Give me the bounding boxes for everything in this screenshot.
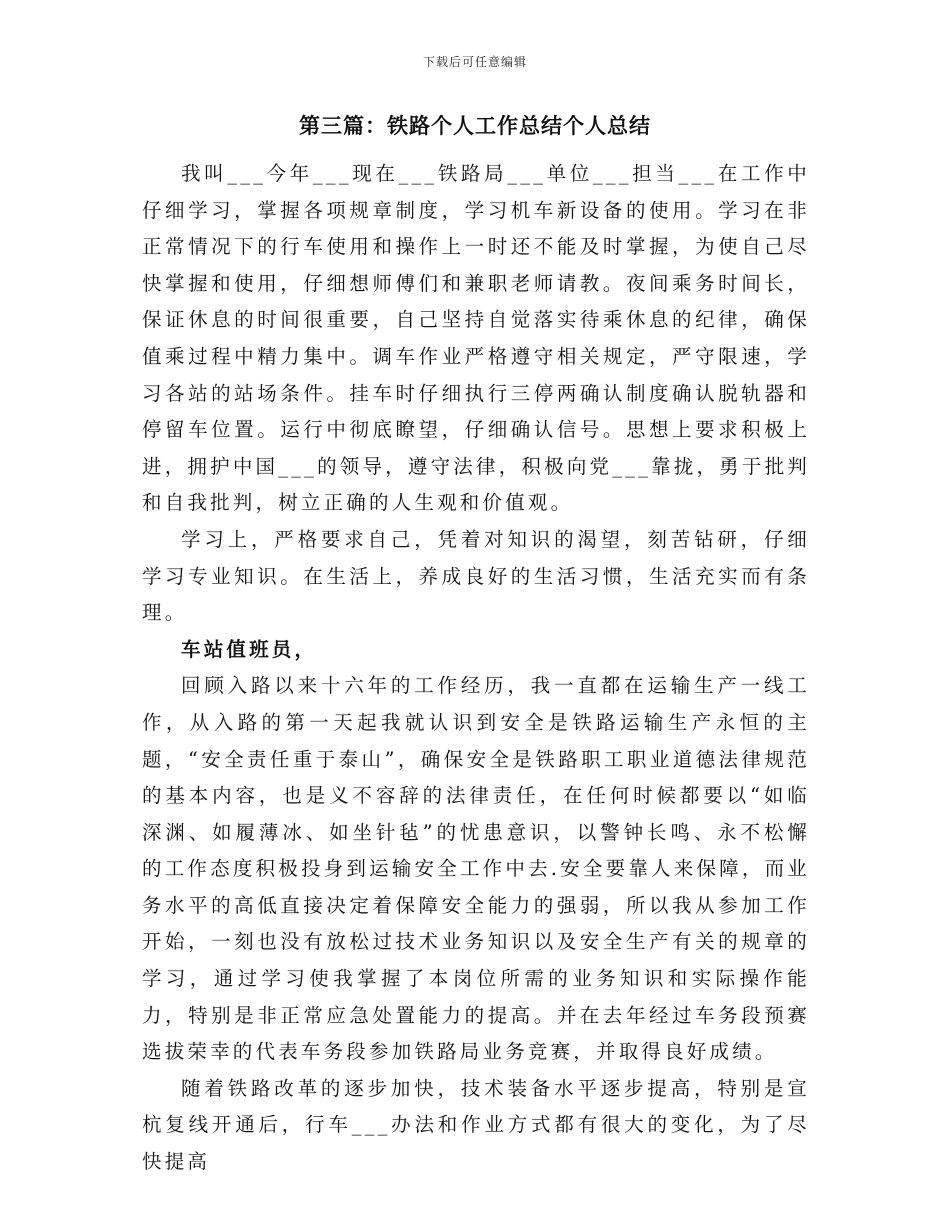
section-heading: 车站值班员， xyxy=(181,637,318,661)
document-title: 第三篇：铁路个人工作总结个人总结 xyxy=(299,113,651,138)
paragraph-reform: 随着铁路改革的逐步加快，技术装备水平逐步提高，特别是宣杭复线开通后，行车___办法和作业方式都有很大的变化，为了尽快提高 xyxy=(142,1076,810,1174)
paragraph-intro: 我叫___今年___现在___铁路局___单位___担当___在工作中仔细学习，掌握各项规章制度，学习机车新设备的使用。学习在非正常情况下的行车使用和操作上一时还不能及时掌握，为使自己尽快掌握和使用，仔细想师傅们和兼职老师请教。夜间乘务时间长，保证休息的时间很重要，自己坚持自觉落实待乘休息的纪律，确保值乘过程中精力集中。调车作业严格遵守相关规定，严守限速，学习各站的站场条件。挂车时仔细执行三停两确认制度确认脱轨器和停留车位置。运行中彻底瞭望，仔细确认信号。思想上要求积极上进，拥护中国___的领导，遵守法律，积极向党___靠拢，勇于批判和自我批判，树立正确的人生观和价值观。 xyxy=(142,162,810,515)
document-body xyxy=(142,156,810,1181)
header-note: 下载后可任意编辑 xyxy=(422,55,527,69)
paragraph-review: 回顾入路以来十六年的工作经历，我一直都在运输生产一线工作，从入路的第一天起我就认识到安全是铁路运输生产永恒的主题，“安全责任重于泰山”，确保安全是铁路职工职业道德法律规范的基本内容，也是义不容辞的法律责任，在任何时候都要以“如临深渊、如履薄冰、如坐针毡”的忧患意识，以警钟长鸣、永不松懈的工作态度积极投身到运输安全工作中去.安全要靠人来保障，而业务水平的高低直接决定着保障安全能力的强弱，所以我从参加工作开始，一刻也没有放松过技术业务知识以及安全生产有关的规章的学习，通过学习使我掌握了本岗位所需的业务知识和实际操作能力，特别是非正常应急处置能力的提高。并在去年经过车务段预赛选拔荣幸的代表车务段参加铁路局业务竞赛，并取得良好成绩。 xyxy=(142,674,810,1064)
paragraph-study: 学习上，严格要求自己，凭着对知识的渴望，刻苦钻研，仔细学习专业知识。在生活上，养成良好的生活习惯，生活充实而有条理。 xyxy=(142,527,810,625)
